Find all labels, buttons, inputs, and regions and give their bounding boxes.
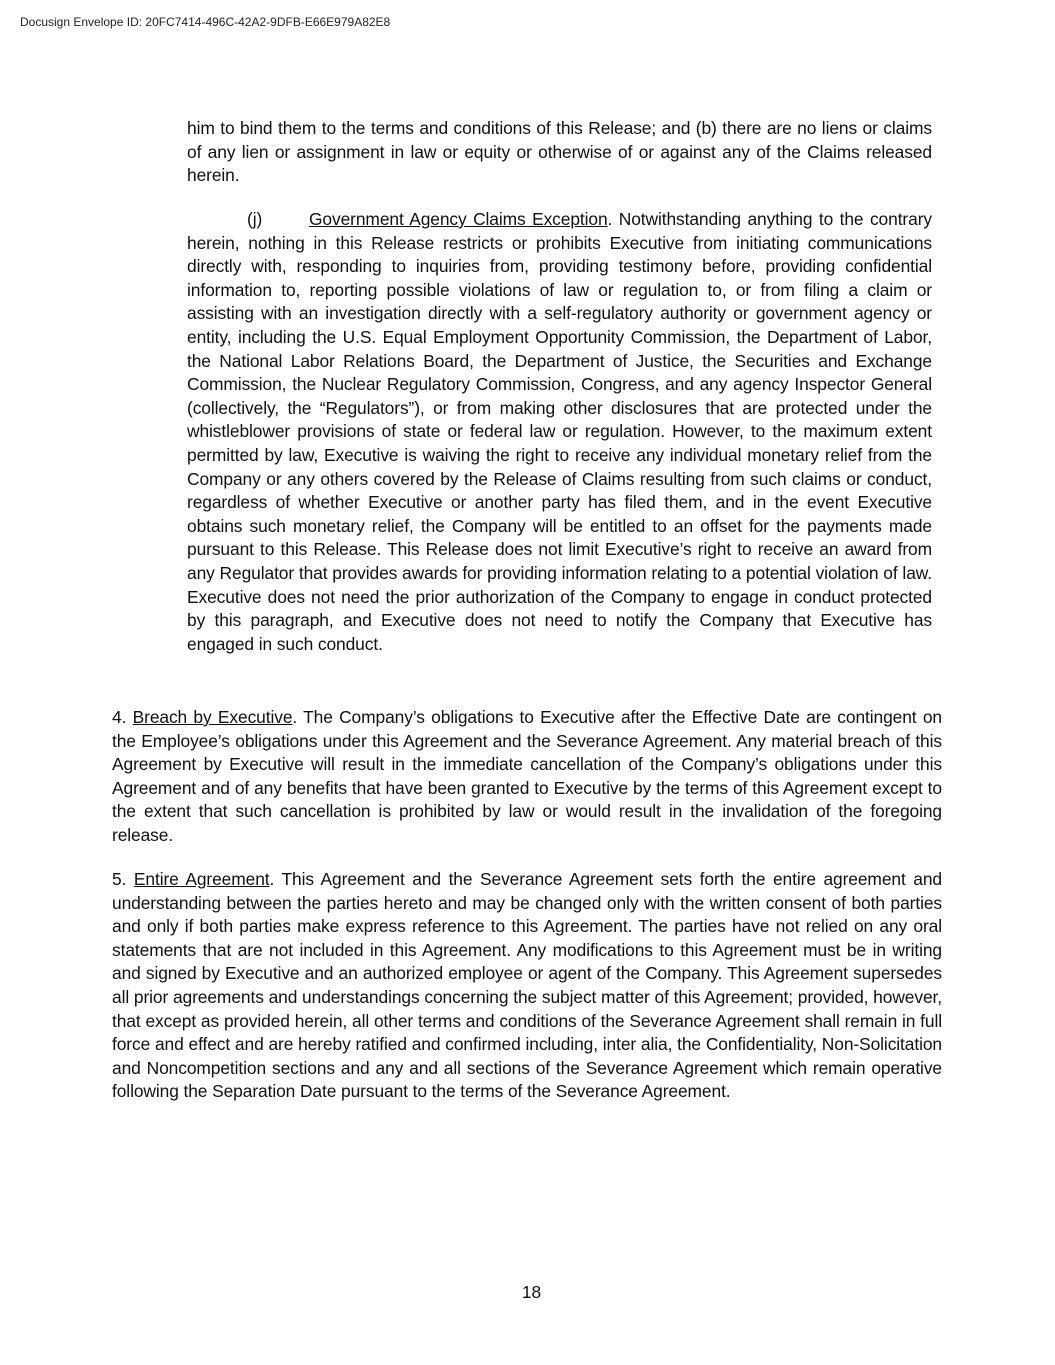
envelope-id: Docusign Envelope ID: 20FC7414-496C-42A2-9DFB-E66E979A82E8 <box>20 15 391 29</box>
continuation-paragraph <box>187 117 932 188</box>
section-j-label: (j) <box>247 209 263 229</box>
section-5-body: . This Agreement and the Severance Agreement sets forth the entire agreement and understanding between the parties hereto and may be changed only with the written consent of both parties and only if both parties make express reference to this Agreement. The parties have not relied on any oral statements that are not included in this Agreement. Any modifications to this Agreement must be in writing and signed by Executive and an authorized employee or agent of the Company. This Agreement supersedes all prior agreements and understandings concerning the subject matter of this Agreement; provided, however, that except as provided herein, all other terms and conditions of the Severance Agreement shall remain in full force and effect and are hereby ratified and confirmed including, inter alia, the Confidentiality, Non-Solicitation and Noncompetition sections and any and all sections of the Severance Agreement which remain operative following the Separation Date pursuant to the terms of the Severance Agreement. <box>112 869 942 1102</box>
section-j-body: . Notwithstanding anything to the contrary herein, nothing in this Release restricts or prohibits Executive from initiating communications directly with, responding to inquiries from, providing testimony before, providing confidential information to, reporting possible violations of law or regulation to, or from filing a claim or assisting with an investigation directly with a self-regulatory authority or government agency or entity, including the U.S. Equal Employment Opportunity Commission, the Department of Labor, the National Labor Relations Board, the Department of Justice, the Securities and Exchange Commission, the Nuclear Regulatory Commission, Congress, and any agency Inspector General (collectively, the “Regulators”), or from making other disclosures that are protected under the whistleblower provisions of state or federal law or regulation. However, to the maximum extent permitted by law, Executive is waiving the right to receive any individual monetary relief from the Company or any others covered by the Release of Claims resulting from such claims or conduct, regardless of whether Executive or another party has filed them, and in the event Executive obtains such monetary relief, the Company will be entitled to an offset for the payments made pursuant to this Release. This Release does not limit Executive’s right to receive an award from any Regulator that provides awards for providing information relating to a potential violation of law. Executive does not need the prior authorization of the Company to engage in conduct protected by this paragraph, and Executive does not need to notify the Company that Executive has engaged in such conduct. <box>187 209 932 654</box>
section-4-heading: Breach by Executive <box>132 707 293 727</box>
section-j-heading: Government Agency Claims Exception <box>309 209 608 229</box>
continuation-text: him to bind them to the terms and conditions of this Release; and (b) there are no liens or claims of any lien or assignment in law or equity or otherwise of or against any of the Claims released herein. <box>187 118 932 186</box>
section-5-number: 5. <box>112 869 127 889</box>
section-5-paragraph <box>112 868 942 1104</box>
section-5-heading: Entire Agreement <box>133 869 270 889</box>
section-4-paragraph <box>112 706 942 848</box>
section-j-paragraph <box>187 208 932 656</box>
page-number: 18 <box>521 1282 542 1302</box>
section-4-body: . The Company’s obligations to Executive after the Effective Date are contingent on the Employee’s obligations under this Agreement and the Severance Agreement. Any material breach of this Agreement by Executive will result in the immediate cancellation of the Company’s obligations under this Agreement and of any benefits that have been granted to Executive by the terms of this Agreement except to the extent that such cancellation is prohibited by law or would result in the invalidation of the foregoing release. <box>112 707 942 845</box>
section-4-number: 4. <box>112 707 127 727</box>
